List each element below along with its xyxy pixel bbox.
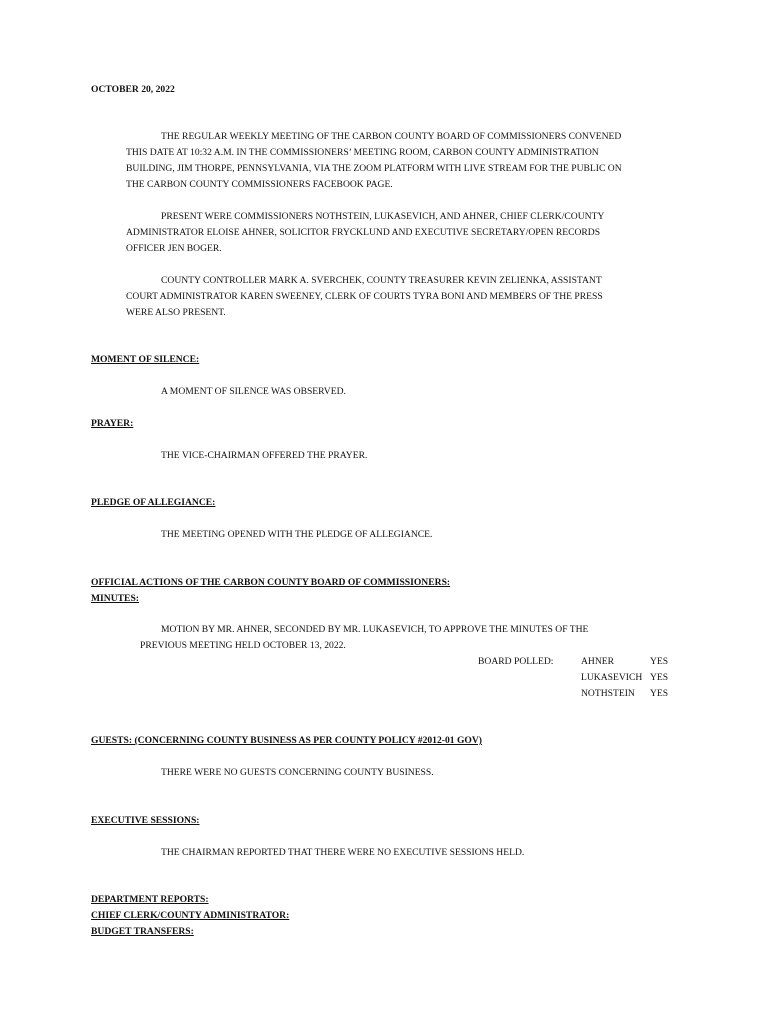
vote-result: YES bbox=[650, 688, 669, 699]
motion-line: MOTION BY MR. AHNER, SECONDED BY MR. LUKASEVICH, TO APPROVE THE MINUTES OF THE bbox=[161, 624, 589, 635]
vote-name: AHNER bbox=[581, 656, 615, 667]
vote-result: YES bbox=[650, 656, 669, 667]
vote-name: NOTHSTEIN bbox=[581, 688, 635, 699]
executive-sessions-text: THE CHAIRMAN REPORTED THAT THERE WERE NO EXECUTIVE SESSIONS HELD. bbox=[161, 847, 525, 858]
silence-heading: MOMENT OF SILENCE: bbox=[91, 354, 200, 365]
intro-p3-line: COURT ADMINISTRATOR KAREN SWEENEY, CLERK OF COURTS TYRA BONI AND MEMBERS OF THE PRESS bbox=[126, 291, 603, 302]
minutes-motion bbox=[140, 622, 588, 654]
executive-sessions-heading: EXECUTIVE SESSIONS: bbox=[91, 815, 200, 826]
silence-text: A MOMENT OF SILENCE WAS OBSERVED. bbox=[161, 386, 346, 397]
prayer-heading: PRAYER: bbox=[91, 418, 134, 429]
intro-paragraph-2 bbox=[126, 209, 604, 257]
chief-clerk-heading: CHIEF CLERK/COUNTY ADMINISTRATOR: bbox=[91, 910, 290, 921]
meeting-date: OCTOBER 20, 2022 bbox=[91, 84, 175, 95]
intro-p2-line: ADMINISTRATOR ELOISE AHNER, SOLICITOR FRYCKLUND AND EXECUTIVE SECRETARY/OPEN RECORDS bbox=[126, 227, 601, 238]
intro-p1-line: THE REGULAR WEEKLY MEETING OF THE CARBON COUNTY BOARD OF COMMISSIONERS CONVENED bbox=[161, 131, 622, 142]
prayer-text: THE VICE-CHAIRMAN OFFERED THE PRAYER. bbox=[161, 450, 368, 461]
budget-transfers-heading: BUDGET TRANSFERS: bbox=[91, 926, 194, 937]
board-polled-label: BOARD POLLED: bbox=[478, 656, 554, 667]
minutes-heading: MINUTES: bbox=[91, 593, 139, 604]
vote-name: LUKASEVICH bbox=[581, 672, 643, 683]
pledge-heading: PLEDGE OF ALLEGIANCE: bbox=[91, 497, 216, 508]
department-reports-heading: DEPARTMENT REPORTS: bbox=[91, 894, 209, 905]
intro-paragraph-3 bbox=[126, 273, 603, 321]
pledge-text: THE MEETING OPENED WITH THE PLEDGE OF ALLEGIANCE. bbox=[161, 529, 433, 540]
intro-p2-line: OFFICER JEN BOGER. bbox=[126, 243, 222, 254]
guests-text: THERE WERE NO GUESTS CONCERNING COUNTY BUSINESS. bbox=[161, 767, 434, 778]
motion-line: PREVIOUS MEETING HELD OCTOBER 13, 2022. bbox=[140, 640, 346, 651]
intro-p3-line: WERE ALSO PRESENT. bbox=[126, 307, 226, 318]
intro-p1-line: BUILDING, JIM THORPE, PENNSYLVANIA, VIA THE ZOOM PLATFORM WITH LIVE STREAM FOR THE PUBLIC ON bbox=[126, 163, 622, 174]
intro-p1-line: THE CARBON COUNTY COMMISSIONERS FACEBOOK PAGE. bbox=[126, 179, 393, 190]
guests-heading: GUESTS: (CONCERNING COUNTY BUSINESS AS PER COUNTY POLICY #2012-01 GOV) bbox=[91, 735, 482, 746]
intro-p2-line: PRESENT WERE COMMISSIONERS NOTHSTEIN, LUKASEVICH, AND AHNER, CHIEF CLERK/COUNTY bbox=[161, 211, 605, 222]
intro-paragraph-1 bbox=[126, 129, 622, 193]
official-actions-heading: OFFICIAL ACTIONS OF THE CARBON COUNTY BOARD OF COMMISSIONERS: bbox=[91, 577, 451, 588]
intro-p3-line: COUNTY CONTROLLER MARK A. SVERCHEK, COUNTY TREASURER KEVIN ZELIENKA, ASSISTANT bbox=[161, 275, 602, 286]
vote-result: YES bbox=[650, 672, 669, 683]
intro-p1-line: THIS DATE AT 10:32 A.M. IN THE COMMISSIONERS’ MEETING ROOM, CARBON COUNTY ADMINISTRATION bbox=[126, 147, 599, 158]
